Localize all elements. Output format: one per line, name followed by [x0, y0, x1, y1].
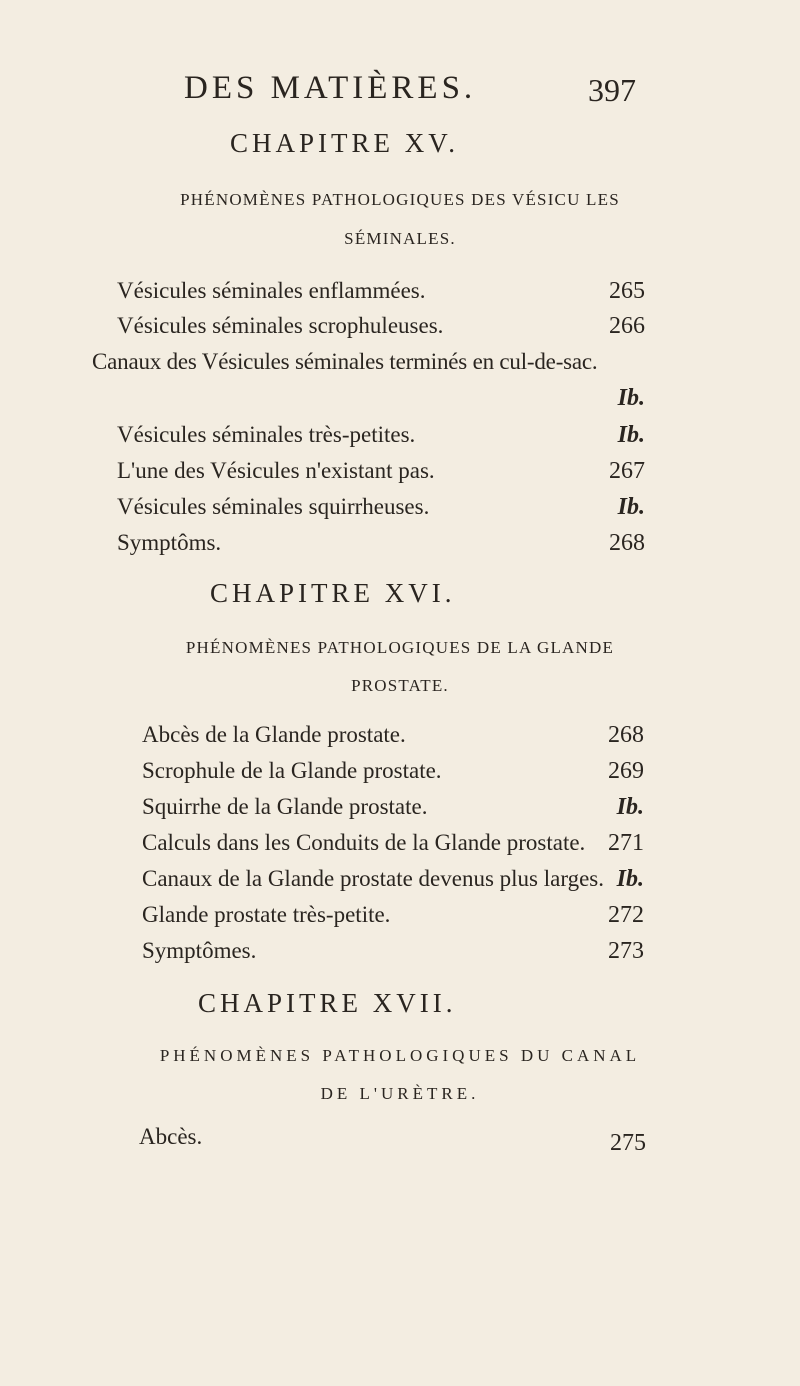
- entry-label: Symptômes.: [142, 938, 257, 963]
- entry-page: 273: [608, 938, 644, 964]
- entry-page: 268: [608, 722, 644, 748]
- entry-label: Symptôms.: [117, 530, 222, 555]
- entry-label: Squirrhe de la Glande prostate.: [142, 794, 428, 819]
- toc-entry: [142, 902, 644, 942]
- toc-entry: [117, 313, 645, 353]
- chapter-heading: CHAPITRE XVI.: [210, 578, 456, 608]
- entry-label: Glande prostate très-petite.: [142, 902, 391, 927]
- toc-entry: [117, 458, 645, 498]
- running-head: [0, 62, 800, 112]
- running-title: DES MATIÈRES.: [184, 70, 477, 106]
- toc-entry: [117, 422, 645, 462]
- chapter-subtitle: PHÉNOMÈNES PATHOLOGIQUES DE LA GLANDE: [185, 638, 615, 657]
- entry-label: Calculs dans les Conduits de la Glande prostate.: [142, 830, 586, 855]
- entry-page: 267: [609, 458, 645, 484]
- entry-label: L'une des Vésicules n'existant pas.: [117, 458, 435, 483]
- toc-entry: [117, 385, 645, 425]
- toc-entry: [92, 349, 772, 389]
- entry-page: Ib.: [617, 494, 645, 520]
- entry-label: Abcès de la Glande prostate.: [142, 722, 406, 747]
- toc-entry: [142, 866, 644, 906]
- page-number: 397: [588, 72, 636, 108]
- chapter-subtitle: PHÉNOMÈNES PATHOLOGIQUES DU CANAL: [159, 1046, 641, 1065]
- entry-page: Ib.: [616, 794, 644, 820]
- entry-page: 272: [608, 902, 644, 928]
- entry-page: 275: [610, 1130, 646, 1156]
- toc-entry: [142, 758, 644, 798]
- entry-page: Ib.: [617, 385, 645, 411]
- entry-label: Vésicules séminales très-petites.: [117, 422, 416, 447]
- toc-entry: [117, 494, 645, 534]
- entry-page: 269: [608, 758, 644, 784]
- entry-label: Canaux des Vésicules séminales terminés en cul-de-sac.: [92, 349, 598, 374]
- entry-label: Vésicules séminales enflammées.: [117, 278, 426, 303]
- chapter-subtitle: DE L'URÈTRE.: [320, 1084, 480, 1103]
- chapter-subtitle: PROSTATE.: [351, 676, 449, 695]
- entry-page: Ib.: [617, 422, 645, 448]
- chapter-heading: CHAPITRE XVII.: [198, 988, 457, 1018]
- entry-label: Abcès.: [139, 1124, 203, 1149]
- entry-label: Vésicules séminales scrophuleuses.: [117, 313, 444, 338]
- toc-entry: [142, 722, 644, 762]
- chapter-subtitle: PHÉNOMÈNES PATHOLOGIQUES DES VÉSICU LES: [180, 190, 620, 209]
- toc-entry: [117, 278, 645, 318]
- chapter-subtitle: SÉMINALES.: [344, 229, 456, 248]
- entry-page: 266: [609, 313, 645, 339]
- chapter-heading: CHAPITRE XV.: [230, 128, 460, 158]
- entry-label: Scrophule de la Glande prostate.: [142, 758, 442, 783]
- toc-entry: [142, 794, 644, 834]
- toc-entry: [142, 938, 644, 978]
- entry-page: 268: [609, 530, 645, 556]
- toc-entry: [139, 1124, 646, 1164]
- toc-entry: [117, 530, 645, 570]
- entry-page: 271: [608, 830, 644, 856]
- toc-entry: [142, 830, 644, 870]
- entry-page: Ib.: [616, 866, 644, 892]
- entry-label: Canaux de la Glande prostate devenus plus larges.: [142, 866, 604, 891]
- entry-page: 265: [609, 278, 645, 304]
- entry-label: Vésicules séminales squirrheuses.: [117, 494, 430, 519]
